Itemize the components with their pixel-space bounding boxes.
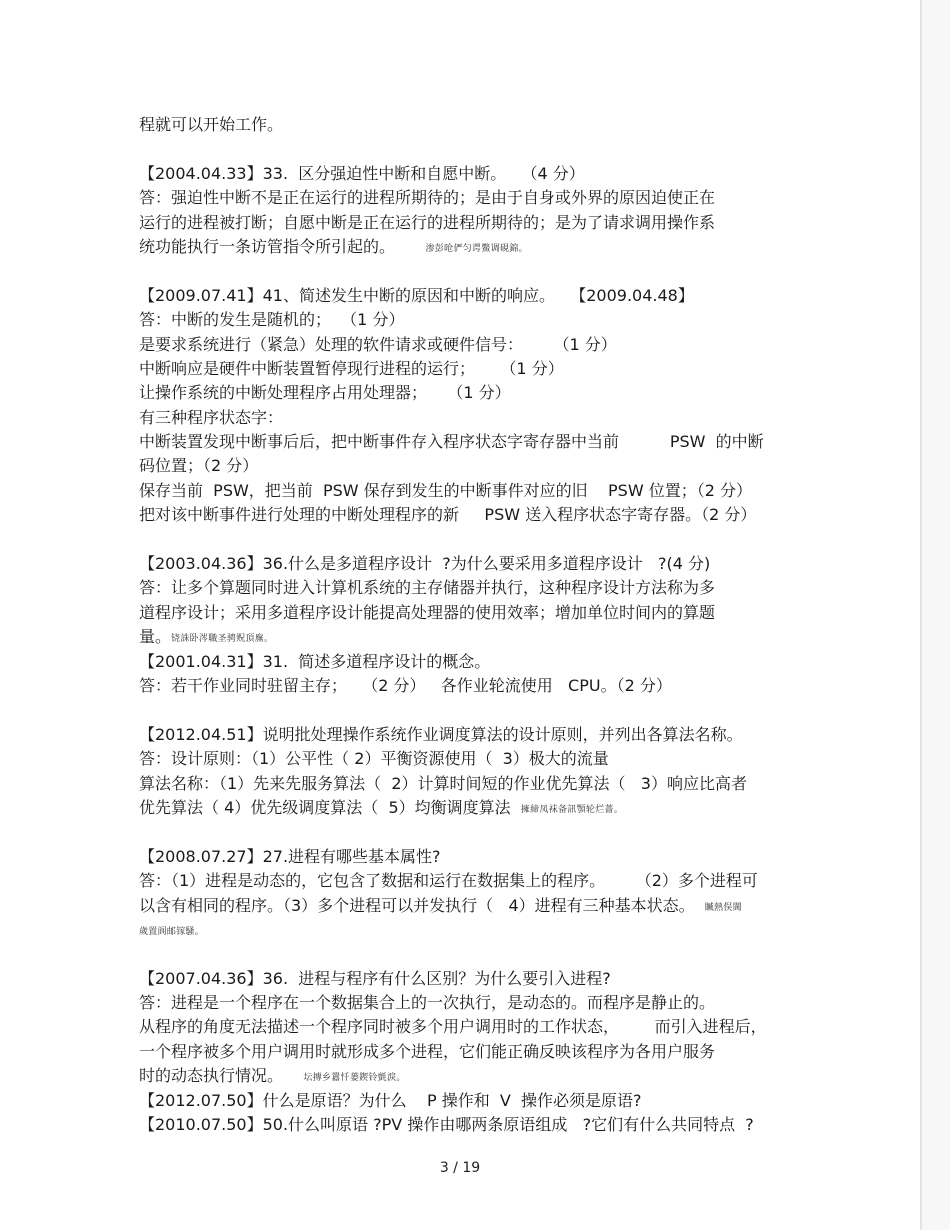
text-line: 从程序的角度无法描述一个程序同时被多个用户调用时的工作状态， 而引入进程后，	[139, 1017, 767, 1037]
text-line: 保存当前 PSW，把当前 PSW 保存到发生的中断事件对应的旧 PSW 位置；（2 分）	[139, 480, 753, 500]
text-line: 答：强迫性中断不是正在运行的进程所期待的；是由于自身或外界的原因迫使正在	[139, 188, 716, 208]
garbled-watermark-text: 擁締凤袜备訊顎轮烂蔷。	[520, 804, 624, 815]
text-line: 答：设计原则：（1）公平性（ 2）平衡资源使用（ 3）极大的流量	[139, 749, 609, 769]
text-line: 道程序设计；采用多道程序设计能提高处理器的使用效率；增加单位时间内的算题	[139, 602, 716, 622]
text-line: 中断响应是硬件中断装置暂停现行进程的运行； （1 分）	[139, 358, 564, 378]
text-line	[139, 625, 829, 649]
page-body	[139, 113, 829, 1137]
text-line: 答：让多个算题同时进入计算机系统的主存储器并执行，这种程序设计方法称为多	[139, 578, 716, 598]
text-line: 答：中断的发生是随机的； （1 分）	[139, 310, 405, 330]
blank-line	[139, 528, 829, 552]
text-line: 答：若干作业同时驻留主存； （2 分） 各作业轮流使用 CPU。（2 分）	[139, 675, 672, 695]
text-line: 算法名称：（1）先来先服务算法（ 2）计算时间短的作业优先算法（ 3）响应比高者	[139, 773, 747, 793]
text-line: 把对该中断事件进行处理的中断处理程序的新 PSW 送入程序状态字寄存器。（2 分）	[139, 505, 757, 525]
blank-line	[139, 698, 829, 722]
text-line: 是要求系统进行（紧急）处理的软件请求或硬件信号： （1 分）	[139, 334, 617, 354]
blank-line	[139, 942, 829, 966]
garbled-watermark-text: 渗彭呛俨匀谔鱉调硯錦。	[425, 243, 528, 254]
text-line	[139, 894, 829, 918]
question-heading: 【2010.07.50】50.什么叫原语 ?PV 操作由哪两条原语组成 ?它们有什么共同特点 ?	[139, 1115, 754, 1135]
text-line: 一个程序被多个用户调用时就形成多个进程，它们能正确反映该程序为各用户服务	[139, 1041, 716, 1061]
page-number: 3 / 19	[439, 1160, 481, 1176]
text-line: 答：进程是一个程序在一个数据集合上的一次执行，是动态的。而程序是静止的。	[139, 993, 716, 1013]
text-line	[139, 235, 829, 259]
text-line: 有三种程序状态字：	[139, 407, 284, 427]
garbled-watermark-text: 贓熱俣閫	[704, 902, 742, 913]
text-line: 答：（1）进程是动态的，它包含了数据和运行在数据集上的程序。 （2）多个进程可	[139, 871, 758, 891]
question-heading: 【2003.04.36】36.什么是多道程序设计 ?为什么要采用多道程序设计 ?(4 分)	[139, 554, 711, 574]
question-heading: 【2009.07.41】41、简述发生中断的原因和中断的响应。 【2009.04.48】	[139, 285, 694, 305]
blank-line	[139, 259, 829, 283]
text-segment: 优先算法（ 4）优先级调度算法（ 5）均衡调度算法	[139, 797, 511, 817]
text-line	[139, 796, 829, 820]
question-heading: 【2012.04.51】说明批处理操作系统作业调度算法的设计原则，并列出各算法名称。	[139, 724, 743, 744]
blank-line	[139, 137, 829, 161]
garbled-watermark-text: 铙誅卧涔職圣骋贶頂廡。	[171, 634, 274, 645]
question-heading: 【2012.07.50】什么是原语？为什么 P 操作和 V 操作必须是原语?	[139, 1090, 642, 1110]
garbled-watermark-text: 坛摶乡囂忏蒌鍥铃氈淚。	[303, 1073, 406, 1084]
text-line: 运行的进程被打断；自愿中断是正在运行的进程所期待的；是为了请求调用操作系	[139, 212, 716, 232]
question-heading: 【2001.04.31】31. 简述多道程序设计的概念。	[139, 651, 491, 671]
blank-line	[139, 820, 829, 844]
text-segment: 统功能执行一条访管指令所引起的。	[139, 236, 396, 256]
question-heading: 【2007.04.36】36. 进程与程序有什么区别？为什么要引入进程?	[139, 968, 611, 988]
text-line: 码位置；（2 分）	[139, 456, 259, 476]
text-line: 中断装置发现中断事后后，把中断事件存入程序状态字寄存器中当前 PSW 的中断	[139, 432, 764, 452]
question-heading: 【2008.07.27】27.进程有哪些基本属性?	[139, 846, 441, 866]
garbled-watermark-text: 歲置阆邮镓騷。	[139, 926, 205, 937]
text-segment: 量。	[139, 627, 172, 647]
text-segment: 以含有相同的程序。（3）多个进程可以并发执行（ 4）进程有三种基本状态。	[139, 895, 695, 915]
text-line	[139, 1064, 829, 1088]
text-line	[139, 918, 829, 942]
viewer-gutter	[922, 0, 950, 1230]
text-segment: 时的动态执行情况。	[139, 1066, 284, 1086]
text-line: 让操作系统的中断处理程序占用处理器； （1 分）	[139, 383, 511, 403]
text-line: 程就可以开始工作。	[139, 115, 284, 134]
question-heading: 【2004.04.33】33. 区分强迫性中断和自愿中断。 （4 分）	[139, 163, 585, 183]
